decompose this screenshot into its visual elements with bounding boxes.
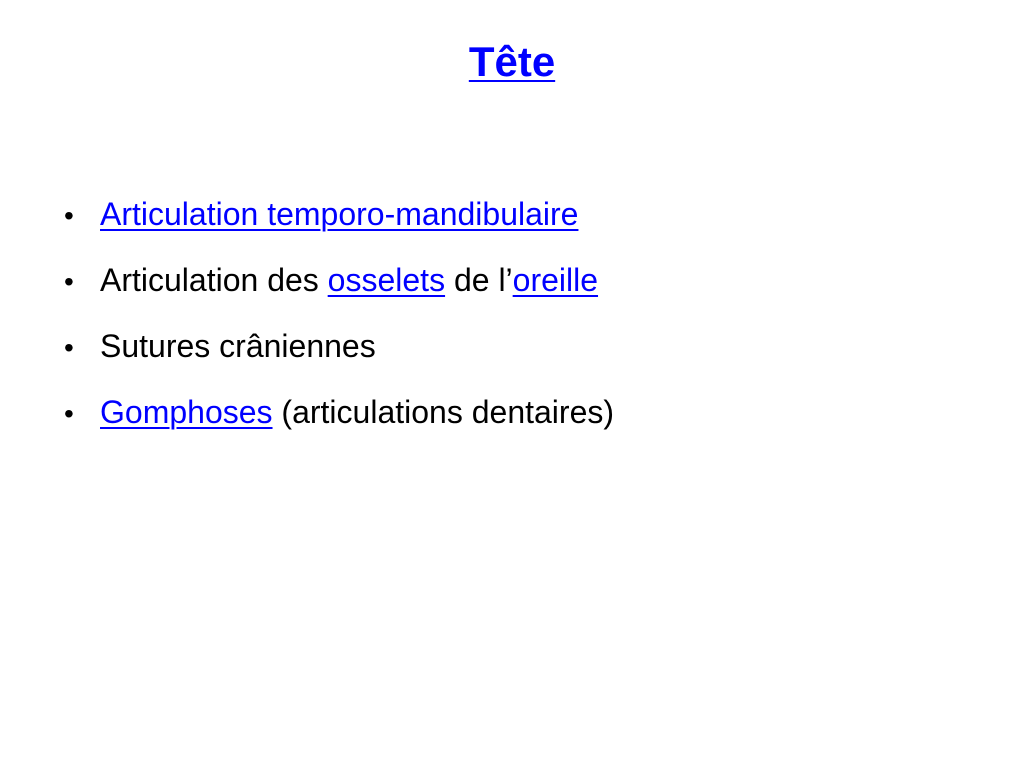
bullet-list <box>64 188 964 452</box>
gomphoses-link[interactable]: Gomphoses <box>100 394 273 430</box>
bullet-item-ossicles <box>64 254 964 320</box>
ossicles-middle-text: de l’ <box>445 262 513 298</box>
slide-title-link[interactable]: Tête <box>468 38 556 85</box>
bullet-icon: • <box>64 266 74 297</box>
bullet-icon: • <box>64 200 74 231</box>
title-container <box>0 36 1024 88</box>
bullet-item-tmj <box>64 188 964 254</box>
sutures-text: Sutures crâniennes <box>100 328 376 364</box>
oreille-link[interactable]: oreille <box>512 262 599 298</box>
tmj-link[interactable]: Articulation temporo-mandibulaire <box>100 196 579 232</box>
osselets-link[interactable]: osselets <box>327 262 446 298</box>
ossicles-prefix-text: Articulation des <box>100 262 328 298</box>
bullet-item-sutures <box>64 320 964 386</box>
bullet-icon: • <box>64 398 74 429</box>
bullet-icon: • <box>64 332 74 363</box>
bullet-item-gomphoses <box>64 386 964 452</box>
gomphoses-suffix-text: (articulations dentaires) <box>272 394 615 430</box>
